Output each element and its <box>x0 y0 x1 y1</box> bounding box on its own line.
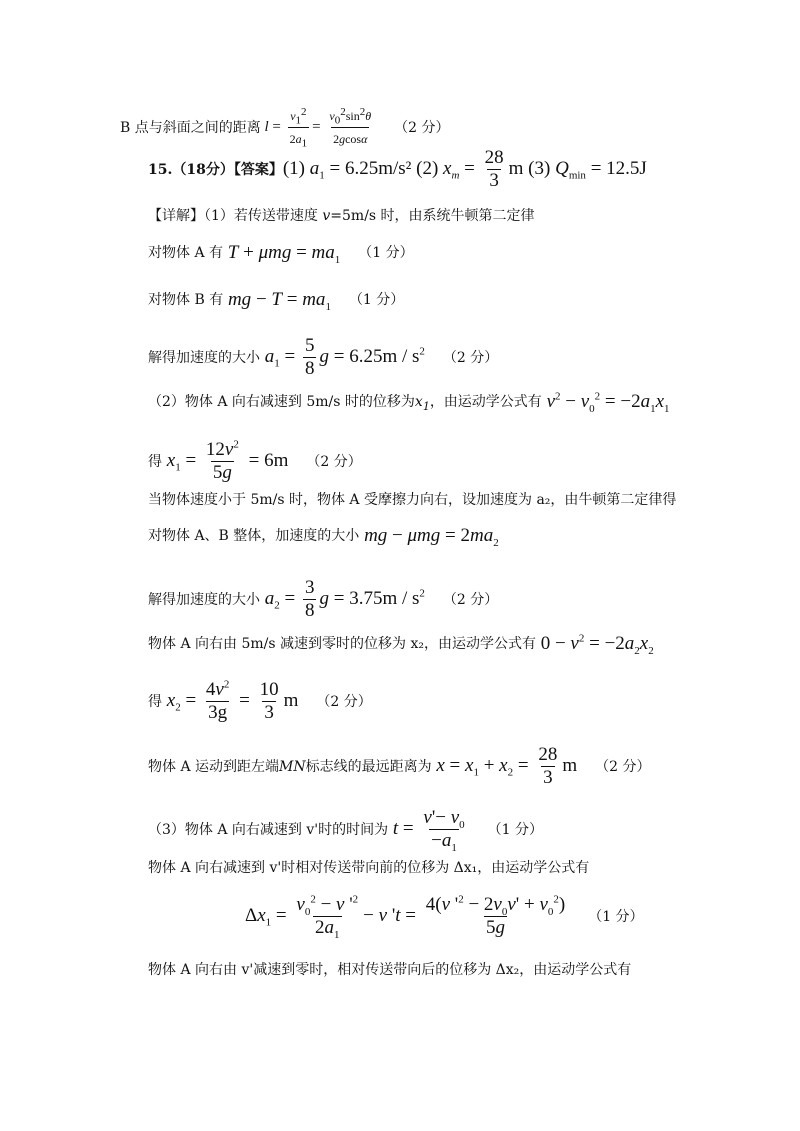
formula-t-mu: $T + \mu mg = ma_1$ <box>227 242 341 266</box>
p11-prefix: 物体 A 运动到距左端 <box>148 758 280 775</box>
formula-a2-eq: mg − $\mu mg = 2ma_2$ <box>364 525 499 549</box>
score: （1 分） <box>358 245 414 261</box>
p9-prefix: 物体 A 向右由 5m/s 减速到零时的位移为 x₂，由运动学公式有 <box>148 636 536 652</box>
formula-t: t = $\frac{v'- v_0}{-a_1}$ <box>392 807 465 854</box>
max-distance <box>148 745 650 788</box>
score: （1 分） <box>487 821 544 838</box>
formula-a1: $a_1$ = $\frac{5}{8}$ $g = 6.25m / s^2$ <box>264 335 425 379</box>
acceleration-a1 <box>148 336 498 379</box>
p12-prefix: （3）物体 A 向右减速到 v'时的时间为 <box>148 821 389 838</box>
score: （1 分） <box>588 908 644 925</box>
score: （2 分） <box>595 758 651 775</box>
formula-x2: $x_2$ = $\frac{4v^2}{3g}$ = $\frac{10}{3}$ m <box>166 678 299 723</box>
mn-label: MN <box>279 758 306 775</box>
whole-system-equation <box>148 525 499 549</box>
p2-prefix: 对物体 B 有 <box>148 292 224 308</box>
time-to-v-prime <box>148 807 544 854</box>
a2-value: 3.75m / s <box>349 587 420 609</box>
x-unit: m <box>562 754 578 776</box>
formula-a2: $a_2$ = $\frac{3}{8}$ $g = 3.75m / s^2$ <box>264 577 425 621</box>
q15-label: 15.（18分）【答案】 <box>148 161 283 178</box>
formula-l: l = $\frac{v_1^2}{2a_1}$ = $\frac{v_0^2\sin^2\theta}{2gcos\alpha}$ <box>264 106 372 150</box>
formula-kinematics-1: $v^2 - v_0^2 = -2a_1x_1$ <box>546 390 670 415</box>
formula-x-total: $x = x_1 + x_2$ = $\frac{28}{3}$ m <box>436 744 578 788</box>
line-b-distance <box>120 106 449 149</box>
p11-mid: 标志线的最远距离为 <box>305 758 432 775</box>
p10-prefix: 得 <box>148 693 162 710</box>
formula-x1: $x_1$ = $\frac{12v^2}{5g}$ = 6m <box>166 438 289 483</box>
formula-delta-x1: $\Delta x_1$ = $\frac{v_0^2 - v '^2}{2a_1}$ − v 't = $\frac{4(v '^2 - 2v_0v' + v_0^2)}{5g}$ <box>245 893 566 941</box>
detail-prefix: 【详解】（1）若传送带速度 <box>148 208 323 224</box>
p7-prefix: 对物体 A、B 整体，加速度的大小 <box>148 528 360 544</box>
delta-x1-formula <box>245 893 644 941</box>
score: （2 分） <box>394 119 450 136</box>
acceleration-a2 <box>148 578 498 621</box>
formula-kinematics-2: $0 - v^2 = -2a_2x_2$ <box>535 632 654 657</box>
equation-b <box>148 289 405 313</box>
x2-unit: m <box>283 689 299 711</box>
p5-prefix: 得 <box>148 453 162 470</box>
v-symbol: v <box>322 208 331 224</box>
q15-answer-line <box>148 148 647 191</box>
part1-label: (1) <box>282 157 305 179</box>
part2-label: (2) <box>416 157 439 179</box>
p4-prefix: （2）物体 A 向右减速到 5m/s 时的位移为 <box>148 394 415 410</box>
score: （2 分） <box>316 693 372 710</box>
result-x1 <box>148 440 362 483</box>
equation-a <box>148 242 414 266</box>
friction-statement: 当物体速度小于 5m/s 时，物体 A 受摩擦力向右，设加速度为 a₂，由牛顿第二定律得 <box>148 492 677 508</box>
x1-value: 6m <box>264 449 289 471</box>
score: （2 分） <box>442 349 499 366</box>
displacement-x1-intro: （2）物体 A 向右减速到 5m/s 时的位移为 $x_1$ ，由运动学公式有 $v^2 - v_0^2 = -2a_1x_1$ <box>148 390 670 415</box>
displacement-x2-intro <box>148 632 654 657</box>
p3-prefix: 解得加速度的大小 <box>148 349 260 366</box>
result-x2 <box>148 680 372 723</box>
detail-header <box>148 206 535 226</box>
p8-prefix: 解得加速度的大小 <box>148 591 260 608</box>
part3-label: (3) <box>528 157 551 179</box>
detail-suffix: =5m/s 时，由系统牛顿第二定律 <box>330 208 535 224</box>
p4-mid: ，由运动学公式有 <box>429 394 542 410</box>
relative-displacement-1-intro: 物体 A 向右减速到 v'时相对传送带向前的位移为 Δx₁，由运动学公式有 <box>148 860 590 876</box>
score: （1 分） <box>348 292 405 308</box>
formula-mg-t: mg − $T = ma_1$ <box>227 289 331 313</box>
relative-displacement-2-intro: 物体 A 向右由 v'减速到零时，相对传送带向后的位移为 Δx₂，由运动学公式有 <box>148 962 632 978</box>
score: （2 分） <box>306 453 362 470</box>
score: （2 分） <box>442 591 499 608</box>
answer-formulas: (1) $a_1 = 6.25m/s^2$ (2) $x_m$ = $\frac{28}{3}$ m (3) $Q_{min} = 12.5J$ <box>282 147 647 191</box>
p1-prefix: 对物体 A 有 <box>148 245 224 261</box>
answer-a1: 6.25m/s² <box>344 157 412 179</box>
a1-value: 6.25m / s <box>349 345 420 367</box>
answer-q: 12.5J <box>606 157 647 179</box>
line-b-prefix: B 点与斜面之间的距离 <box>120 119 261 136</box>
